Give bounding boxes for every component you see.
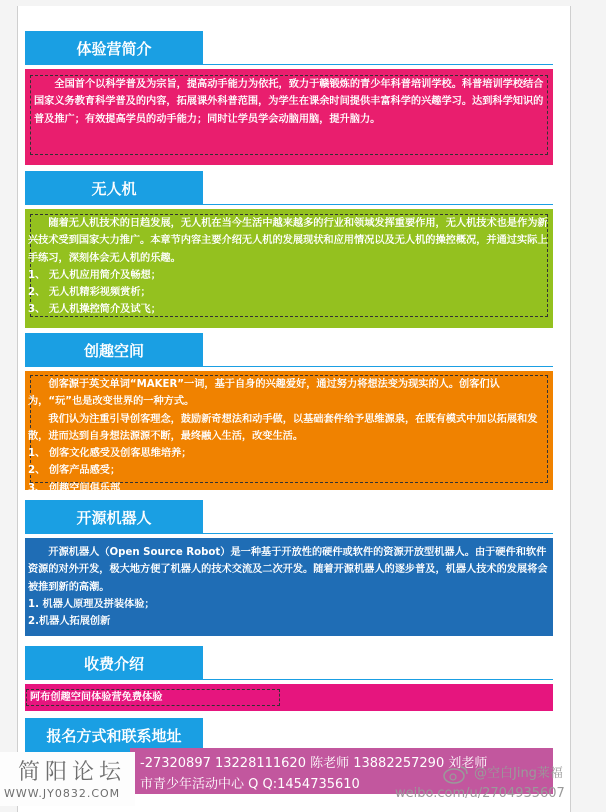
signup-section	[25, 718, 553, 752]
fee-section	[25, 646, 553, 703]
signup-header	[25, 718, 553, 752]
drone-title: 无人机	[25, 171, 203, 205]
flyer-page	[17, 6, 571, 812]
maker-title: 创趣空间	[25, 333, 203, 367]
maker-section	[25, 333, 553, 494]
site-name: 简阳论坛	[18, 760, 127, 785]
header-rule	[203, 366, 553, 367]
weibo-icon	[442, 764, 470, 784]
weibo-handle: @空白Jing莱福	[474, 766, 563, 781]
robot-header	[25, 500, 553, 534]
robot-section	[25, 500, 553, 628]
fee-title: 收费介绍	[25, 646, 203, 680]
maker-text: 创客源于英文单词“MAKER”一词，基于自身的兴趣爱好，通过努力将想法变为现实的人。创客们认为，“玩”也是改变世界的一种方式。 我们认为注重引导创客理念，鼓励新奇想法和动手做，以基础套件给予思维源泉，在既有模式中加以拓展和发散，进而达到自身想法源源不断，最终融入生活，改变生活。 1、 创客文化感受及创客思维培养； 2、 创客产品感受； 3、 创趣空间俱乐部	[28, 376, 548, 497]
robot-body	[25, 538, 553, 636]
header-rule	[203, 533, 553, 534]
drone-item: 3、 无人机操控简介及试飞；	[28, 304, 161, 316]
robot-item: 2.机器人拓展创新	[28, 616, 111, 628]
drone-body	[25, 209, 553, 328]
intro-body	[25, 69, 553, 165]
drone-section	[25, 171, 553, 316]
header-rule	[203, 64, 553, 65]
maker-header	[25, 333, 553, 367]
contact-phones: -27320897 13228111620 陈老师 13882257290 刘老师	[140, 756, 488, 771]
site-url: WWW.JY0832.COM	[4, 787, 121, 800]
maker-item: 3、 创趣空间俱乐部	[28, 482, 121, 494]
drone-item: 2、 无人机精彩视频赏析；	[28, 287, 151, 299]
intro-text: 全国首个以科学普及为宗旨，提高动手能力为依托，致力于赣锻炼的青少年科普培训学校。科普培训学校结合国家义务教育科学普及的内容，拓展课外科普范围，为学生在课余时间提供丰富科学的兴趣学习。达到科学知识的普及推广；有效提高学员的动手能力；同时让学员学会动脑用脑，提升脑力。	[34, 79, 544, 125]
intro-section	[25, 31, 553, 125]
maker-item: 1、 创客文化感受及创客思维培养；	[28, 448, 192, 460]
site-watermark	[0, 752, 135, 806]
maker-item: 2、 创客产品感受；	[28, 465, 121, 477]
robot-title: 开源机器人	[25, 500, 203, 534]
weibo-url: weibo.com/u/2704935607	[395, 786, 565, 801]
contact-address: 市青少年活动中心 Q Q:1454735610	[140, 777, 360, 792]
header-rule	[203, 204, 553, 205]
maker-body	[25, 371, 553, 494]
fee-text: 阿布创趣空间体验营免费体验	[30, 692, 163, 703]
fee-header	[25, 646, 553, 680]
drone-text: 随着无人机技术的日趋发展，无人机在当今生活中越来越多的行业和领域发挥重要作用，无人机技术也是作为新兴技术受到国家大力推广。本章节内容主要介绍无人机的发展现状和应用情况以及无人机的操控概况，并通过实际上手练习，深刻体会无人机的乐趣。 1、 无人机应用简介及畅想； 2、 无人机精彩视频赏析； 3、 无人机操控简介及试飞；	[28, 215, 548, 319]
drone-item: 1、 无人机应用简介及畅想；	[28, 269, 161, 281]
robot-item: 1. 机器人原理及拼装体验；	[28, 598, 155, 610]
drone-header	[25, 171, 553, 205]
robot-text: 开源机器人（Open Source Robot）是一种基于开放性的硬件或软件的资源开放型机器人。由于硬件和软件资源的对外开发，极大地方便了机器人的技术交流及二次开发。随着开源机器人的逐步普及，机器人技术的发展将会被推到新的高潮。 1. 机器人原理及拼装体验； 2.机器人拓展创新	[28, 544, 548, 630]
intro-header	[25, 31, 553, 65]
intro-title: 体验营简介	[25, 31, 203, 65]
header-rule	[203, 679, 553, 680]
signup-title: 报名方式和联系地址	[25, 718, 203, 752]
fee-body	[25, 684, 553, 711]
